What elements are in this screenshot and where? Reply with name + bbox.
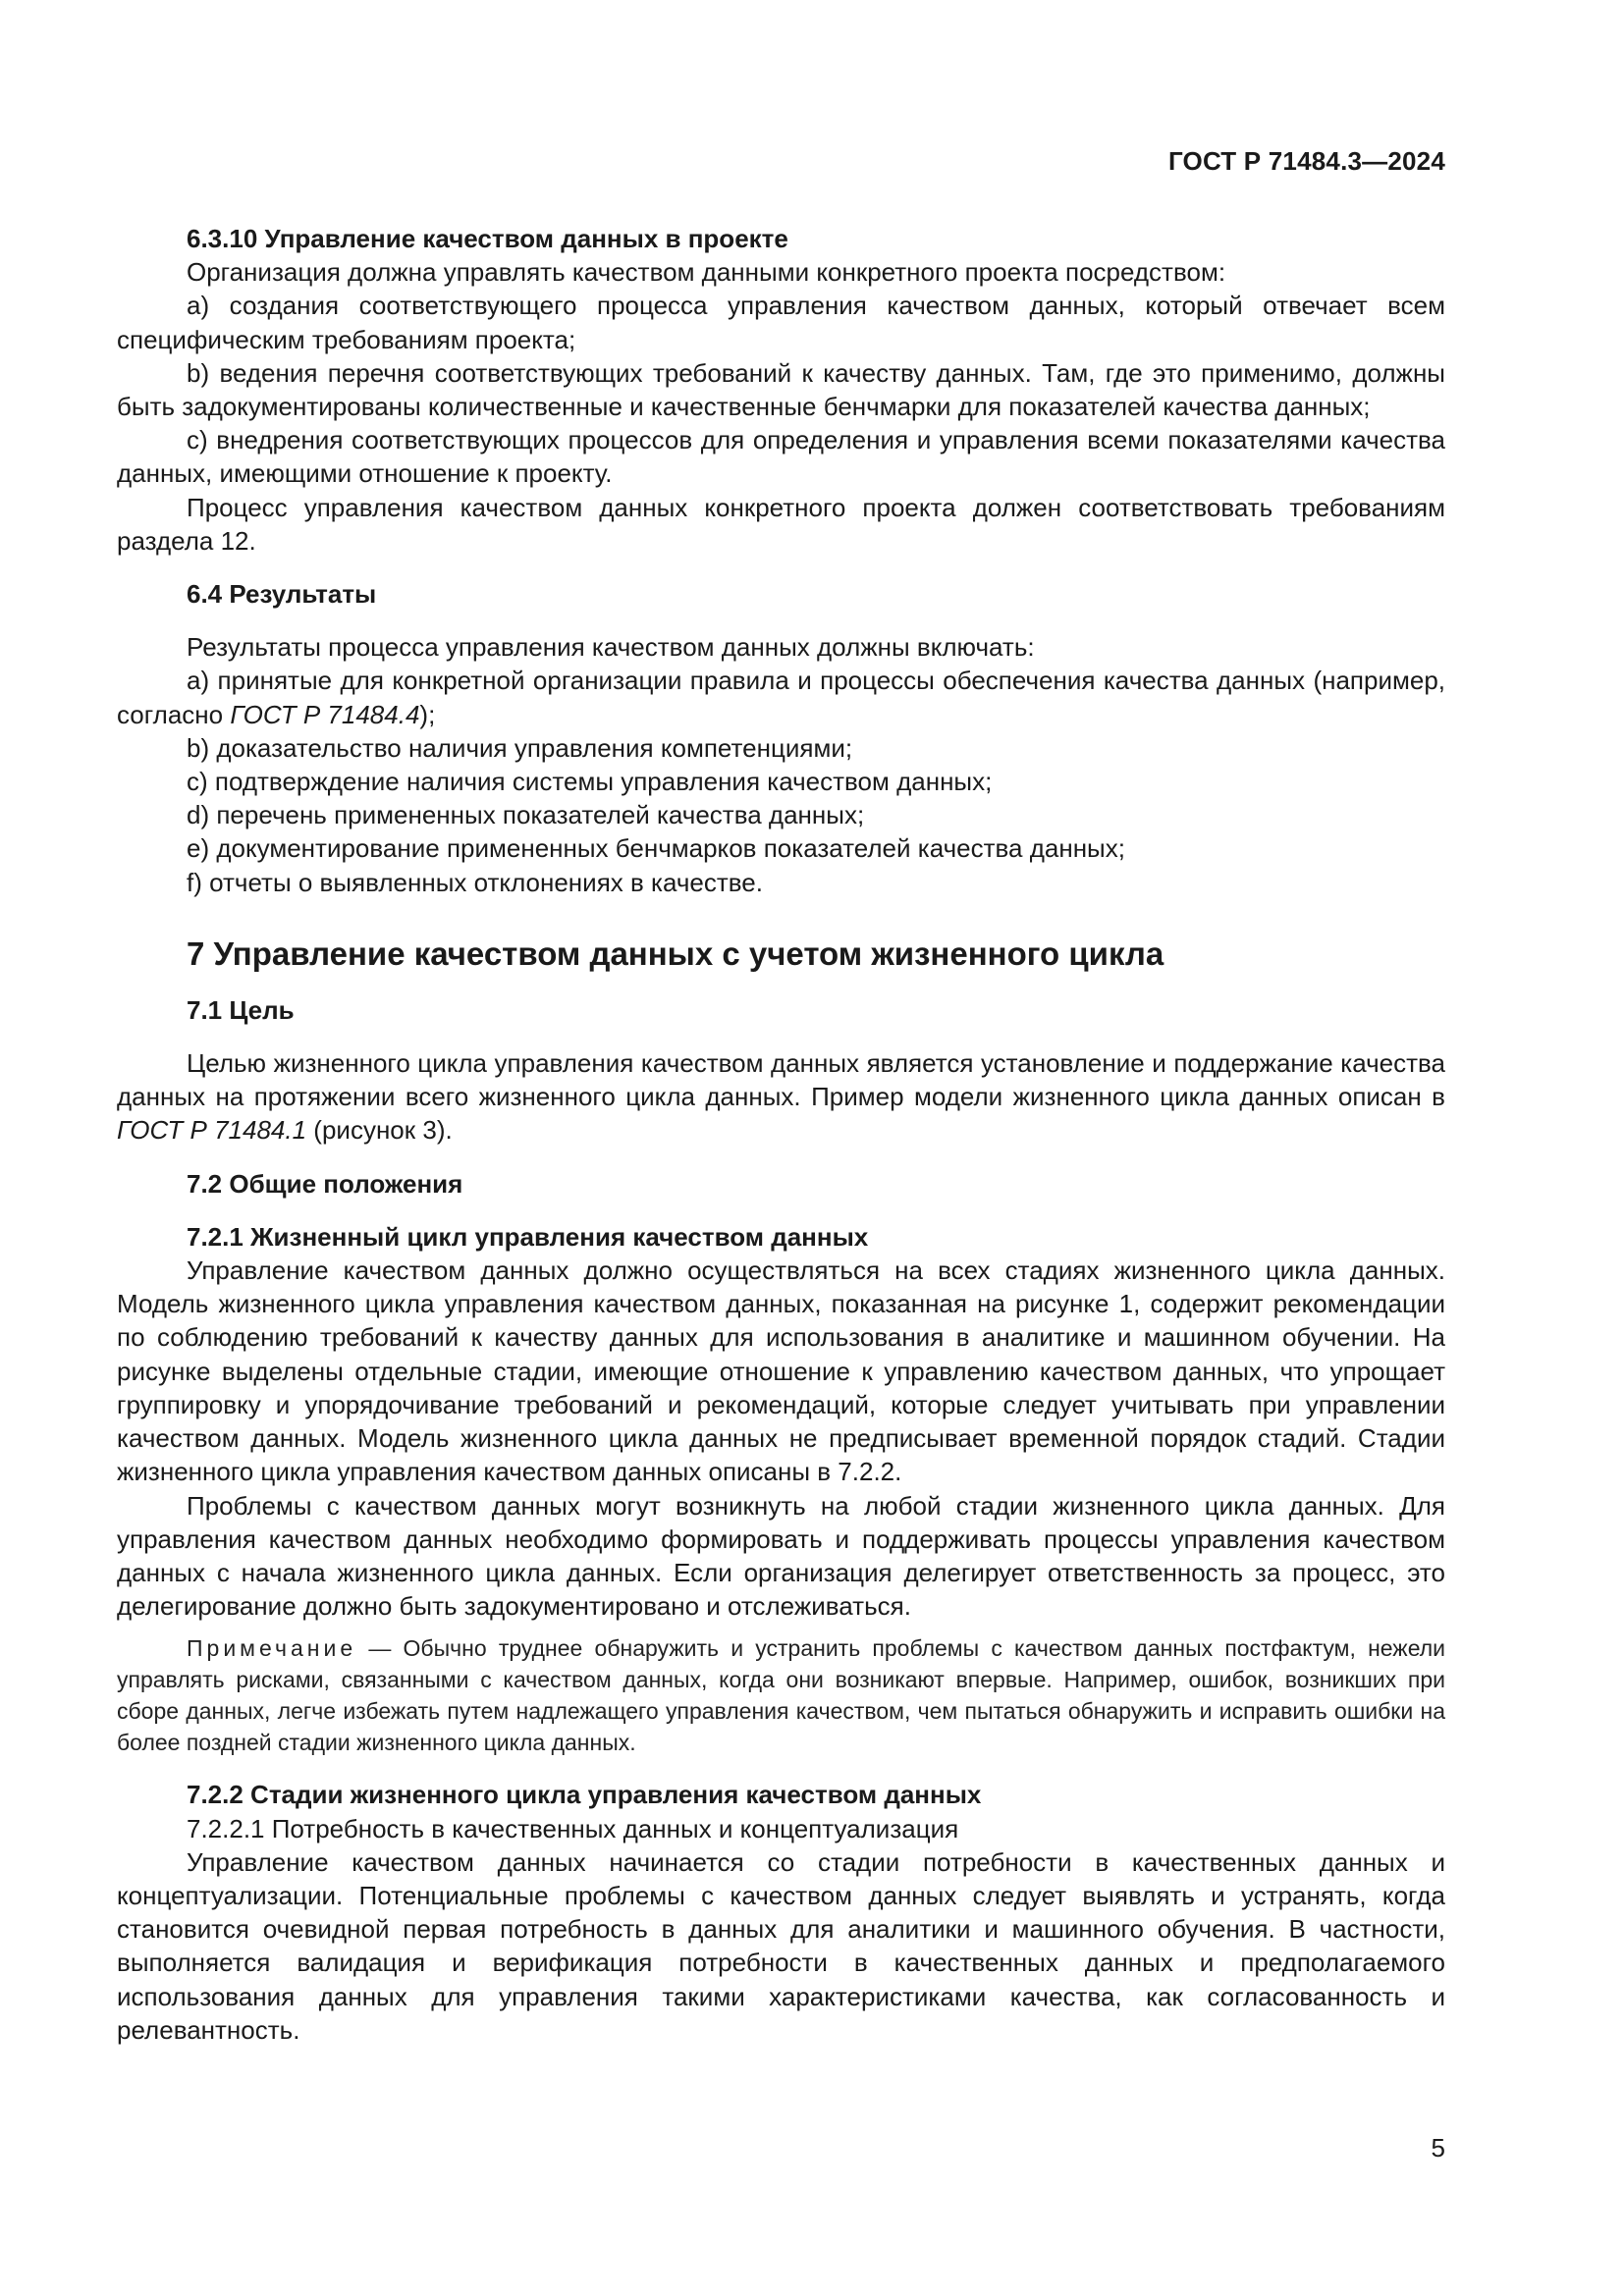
document-page [117, 0, 1445, 2296]
section-6-4-item-b: b) доказательство наличия управления компетенциями; [187, 732, 853, 763]
section-6-3-10-item-a: а) создания соответствующего процесса управления качеством данных, который отвечает всем специфическим требованиям проекта; [117, 291, 1445, 354]
section-6-4-item-e: е) документирование примененных бенчмарков показателей качества данных; [187, 833, 1125, 864]
section-7-2-1-heading: 7.2.1 Жизненный цикл управления качеством данных [187, 1221, 869, 1252]
section-6-4-item-a: а) принятые для конкретной организации правила и процессы обеспечения качества данных (например, согласно ГОСТ Р 71484.4); [117, 666, 1445, 729]
document-code: ГОСТ Р 71484.3—2024 [1167, 146, 1445, 176]
section-6-3-10-item-c: с) внедрения соответствующих процессов для определения и управления всеми показателями качества данных, имеющими отношение к проекту. [117, 425, 1445, 489]
section-7-2-heading: 7.2 Общие положения [187, 1168, 463, 1199]
note-label: Примечание [187, 1635, 357, 1662]
section-6-4-heading: 6.4 Результаты [187, 579, 377, 610]
section-6-3-10-intro: Организация должна управлять качеством данными конкретного проекта посредством: [187, 257, 1226, 288]
section-7-heading: 7 Управление качеством данных с учетом жизненного цикла [187, 934, 1164, 972]
section-7-2-1-paragraph-1: Управление качеством данных должно осуществляться на всех стадиях жизненного цикла данных. Модель жизненного цикла управления качеством данных, показанная на рисунке 1, содержит рекомендации по соблюдению требований к качеству данных для использования в аналитике и машинном обучении. На рисунке выделены отдельные стадии, имеющие отношение к управлению качеством данных, что упрощает группировку и упорядочивание требований и рекомендаций, которые следует учитывать при управлении качеством данных. Модель жизненного цикла данных не предписывает временной порядок стадий. Стадии жизненного цикла управления качеством данных описаны в 7.2.2. [117, 1255, 1445, 1487]
section-7-2-1-paragraph-2: Проблемы с качеством данных могут возникнуть на любой стадии жизненного цикла данных. Для управления качеством данных необходимо формировать и поддерживать процессы управления качеством данных с начала жизненного цикла данных. Если организация делегирует ответственность за процесс, это делегирование должно быть задокументировано и отслеживаться. [117, 1490, 1445, 1622]
section-6-4-intro: Результаты процесса управления качеством данных должны включать: [187, 632, 1035, 663]
page-number: 5 [1431, 2133, 1445, 2163]
section-7-2-2-heading: 7.2.2 Стадии жизненного цикла управления качеством данных [187, 1780, 982, 1810]
section-6-3-10-heading: 6.3.10 Управление качеством данных в проекте [187, 224, 788, 253]
page-content [117, 222, 1445, 2047]
section-7-1-text: Целью жизненного цикла управления качеством данных является установление и поддержание качества данных на протяжении всего жизненного цикла данных. Пример модели жизненного цикла данных описан в ГОСТ Р 71484.1 (рисунок 3). [117, 1048, 1445, 1146]
section-6-4-item-d: d) перечень примененных показателей качества данных; [187, 800, 865, 830]
section-6-4-item-f: f) отчеты о выявленных отклонениях в качестве. [187, 867, 763, 897]
section-7-2-2-1-paragraph: Управление качеством данных начинается со стадии потребности в качественных данных и концептуализации. Потенциальные проблемы с качеством данных следует выявлять и устранять, когда становится очевидной первая потребность в данных для аналитики и машинного обучения. В частности, выполняется валидация и верификация потребности в качественных данных и предполагаемого использования данных для управления такими характеристиками качества, как согласованность и релевантность. [117, 1846, 1445, 2045]
standard-reference: ГОСТ Р 71484.1 [117, 1115, 307, 1146]
section-7-1-heading: 7.1 Цель [187, 994, 295, 1025]
standard-reference: ГОСТ Р 71484.4 [230, 699, 420, 729]
note: Примечание — Обычно труднее обнаружить и устранить проблемы с качеством данных постфактум, нежели управлять рисками, связанными с качеством данных, когда они возникают впервые. Например, ошибок, возникших при сборе данных, легче избежать путем надлежащего управления качеством, чем пытаться обнаружить и исправить ошибки на более поздней стадии жизненного цикла данных. [117, 1635, 1445, 1756]
section-6-4-item-c: с) подтверждение наличия системы управления качеством данных; [187, 767, 993, 797]
section-6-3-10-closing: Процесс управления качеством данных конкретного проекта должен соответствовать требованиям раздела 12. [117, 492, 1445, 556]
section-7-2-2-1-heading: 7.2.2.1 Потребность в качественных данных и концептуализация [187, 1813, 959, 1843]
section-6-3-10-item-b: b) ведения перечня соответствующих требований к качеству данных. Там, где это применимо, должны быть задокументированы количественные и качественные бенчмарки для показателей качества данных; [117, 357, 1445, 422]
